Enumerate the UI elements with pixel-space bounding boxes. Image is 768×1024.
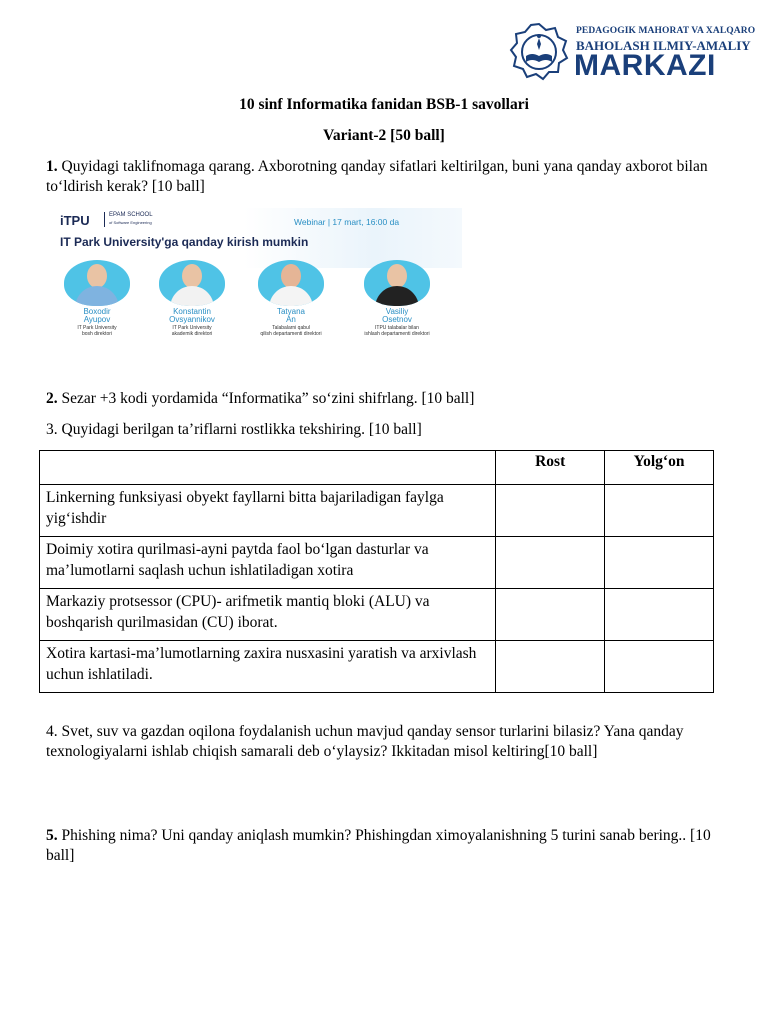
question-2-number: 2. xyxy=(46,390,58,407)
question-4: 4. Svet, suv va gazdan oqilona foydalanish uchun mavjud qanday sensor turlarini bilasiz? Yana qanday texnologiyalarni ishlab chiqish samarali deb o‘ylaysiz? Ikkitadan misol keltiring[10 ball] xyxy=(46,723,684,760)
banner-brand: iTPU xyxy=(60,213,90,228)
banner-epam-sub: of Software Engineering xyxy=(109,220,152,225)
question-1-text: Quyidagi taklifnomaga qarang. Axborotning qanday sifatlari keltirilgan, buni yana qanday axborot bilan to‘ldirish kerak? [10 ball] xyxy=(46,158,708,195)
question-1-number: 1. xyxy=(46,158,58,175)
true-answer-cell[interactable] xyxy=(496,537,605,589)
false-answer-cell[interactable] xyxy=(605,485,714,537)
speaker-3-photo xyxy=(258,260,324,306)
table-row xyxy=(40,641,714,693)
statement-cell: Linkerning funksiyasi obyekt fayllarni bitta bajariladigan faylga yig‘ishdir xyxy=(40,485,496,537)
statement-cell: Doimiy xotira qurilmasi-ayni paytda faol bo‘lgan dasturlar va ma’lumotlarni saqlash uchun ishlatiladigan xotira xyxy=(40,537,496,589)
speaker-1-photo xyxy=(64,260,130,306)
banner-epam-title: EPAM SCHOOL xyxy=(109,212,153,218)
speaker-2-role: IT Park University akademik direktori xyxy=(171,325,213,337)
document-title: 10 sinf Informatika fanidan BSB-1 savollari xyxy=(239,96,529,113)
statement-cell: Markaziy protsessor (CPU)- arifmetik mantiq bloki (ALU) va boshqarish qurilmasidan (CU) iborat. xyxy=(40,589,496,641)
logo-text-line2: BAHOLASH ILMIY-AMALIY xyxy=(576,38,751,53)
table-header-row xyxy=(40,451,714,485)
emblem-icon xyxy=(508,22,570,82)
question-1 xyxy=(46,157,726,197)
question-5-number: 5. xyxy=(46,827,58,844)
question-3: 3. Quyidagi berilgan ta’riflarni rostlikka tekshiring. [10 ball] xyxy=(46,421,422,438)
speaker-4-role: ITPU talabalar bilan ishlash departamenti direktori xyxy=(364,325,430,337)
table-row xyxy=(40,537,714,589)
statement-cell: Xotira kartasi-ma’lumotlarning zaxira nusxasini yaratish va arxivlash uchun ishlatiladi. xyxy=(40,641,496,693)
speaker-2-photo xyxy=(159,260,225,306)
true-false-table xyxy=(39,450,714,693)
table-row xyxy=(40,589,714,641)
true-answer-cell[interactable] xyxy=(496,485,605,537)
table-row xyxy=(40,485,714,537)
organization-logo xyxy=(508,22,756,82)
speaker-3-name: Tatyana An xyxy=(276,307,306,324)
true-answer-cell[interactable] xyxy=(496,641,605,693)
question-5-text: Phishing nima? Uni qanday aniqlash mumkin? Phishingdan ximoyalanishning 5 turini sanab bering.. [10 ball] xyxy=(46,827,711,864)
variant-title: Variant-2 [50 ball] xyxy=(323,127,445,144)
question-2-text: Sezar +3 kodi yordamida “Informatika” so‘zini shifrlang. [10 ball] xyxy=(57,390,475,407)
speaker-1-name: Boxodir Ayupov xyxy=(83,307,111,324)
webinar-invitation-image xyxy=(44,208,462,344)
table-header-false: Yolg‘on xyxy=(605,451,714,485)
speaker-1-role: IT Park University bosh direktori xyxy=(77,325,117,337)
table-header-statement xyxy=(40,451,496,485)
banner-epam xyxy=(104,212,153,227)
true-answer-cell[interactable] xyxy=(496,589,605,641)
speaker-4-photo xyxy=(364,260,430,306)
question-5 xyxy=(46,826,726,866)
logo-text-line3: MARKAZI xyxy=(574,49,716,82)
table-header-true: Rost xyxy=(496,451,605,485)
banner-webinar-date: Webinar | 17 mart, 16:00 da xyxy=(294,217,400,227)
banner-headline: IT Park University'ga qanday kirish mumkin xyxy=(60,235,309,249)
speaker-3-role: Talabalarni qabul qilish departamenti direktori xyxy=(260,325,322,337)
false-answer-cell[interactable] xyxy=(605,589,714,641)
false-answer-cell[interactable] xyxy=(605,641,714,693)
speaker-4-name: Vasiliy Osetnov xyxy=(382,307,412,324)
speaker-4 xyxy=(352,260,442,337)
logo-text-line1: PEDAGOGIK MAHORAT VA XALQARO xyxy=(576,26,756,36)
speaker-1 xyxy=(52,260,142,337)
question-2 xyxy=(46,389,726,409)
speaker-2 xyxy=(147,260,237,337)
false-answer-cell[interactable] xyxy=(605,537,714,589)
speaker-2-name: Konstantin Ovsyannikov xyxy=(169,307,215,324)
speaker-3 xyxy=(246,260,336,337)
